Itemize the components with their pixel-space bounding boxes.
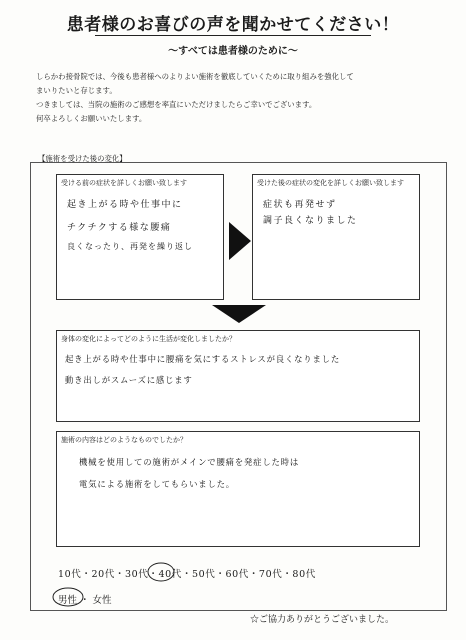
before-line-2: チクチクする様な腰痛 (67, 223, 172, 233)
page-subtitle: 〜すべては患者様のために〜 (168, 46, 298, 57)
after-symptoms-heading: 受けた後の症状の変化を詳しくお願い致します (257, 179, 404, 187)
before-symptoms-heading: 受ける前の症状を詳しくお願い致します (61, 179, 187, 187)
gender-selection-circle (51, 586, 85, 608)
before-line-1: 起き上がる時や仕事中に (67, 200, 183, 210)
treatment-line-1: 機械を使用しての施術がメインで腰痛を発症した時は (79, 457, 300, 467)
thanks-note: ☆ご協力ありがとうございました。 (250, 615, 395, 625)
treatment-line-2: 電気による施術をしてもらいました。 (79, 479, 235, 489)
treatment-heading: 施術の内容はどのようなものでしたか？ (61, 436, 187, 444)
arrow-right-icon (229, 222, 251, 260)
age-selection-circle (146, 561, 176, 583)
after-line-1: 症状も再発せず (263, 200, 337, 210)
life-change-line-2: 動き出しがスムーズに感じます (65, 375, 193, 385)
arrow-down-icon (212, 305, 266, 323)
title-underline (95, 35, 371, 36)
intro-text: しらかわ接骨院では、今後も患者様へのよりよい施術を徹底していくために取り組みを強化して まいりたいと存じます。 つきましては、当院の施術のご感想を率直にいただけましたらご幸いでございます。 何卒よろしくお願いいたします。 (36, 72, 354, 123)
life-change-box (56, 330, 420, 422)
section-label: 【施術を受けた後の変化】 (38, 154, 127, 163)
life-change-heading: 身体の変化によってどのように生活が変化しましたか？ (61, 335, 236, 343)
before-symptoms-box (56, 174, 224, 300)
gender-options: 男性 ・ 女性 (58, 595, 112, 606)
after-line-2: 調子良くなりました (263, 216, 358, 226)
treatment-box (56, 431, 420, 547)
age-options: 10代・20代・30代・40代・50代・60代・70代・80代 (58, 569, 316, 580)
life-change-line-1: 起き上がる時や仕事中に腰痛を気にするストレスが良くなりました (65, 354, 340, 364)
after-symptoms-box (252, 174, 420, 300)
before-line-3: 良くなったり、再発を繰り返し (67, 242, 193, 251)
page-title: 患者様のお喜びの声を聞かせてください！ (66, 15, 400, 35)
